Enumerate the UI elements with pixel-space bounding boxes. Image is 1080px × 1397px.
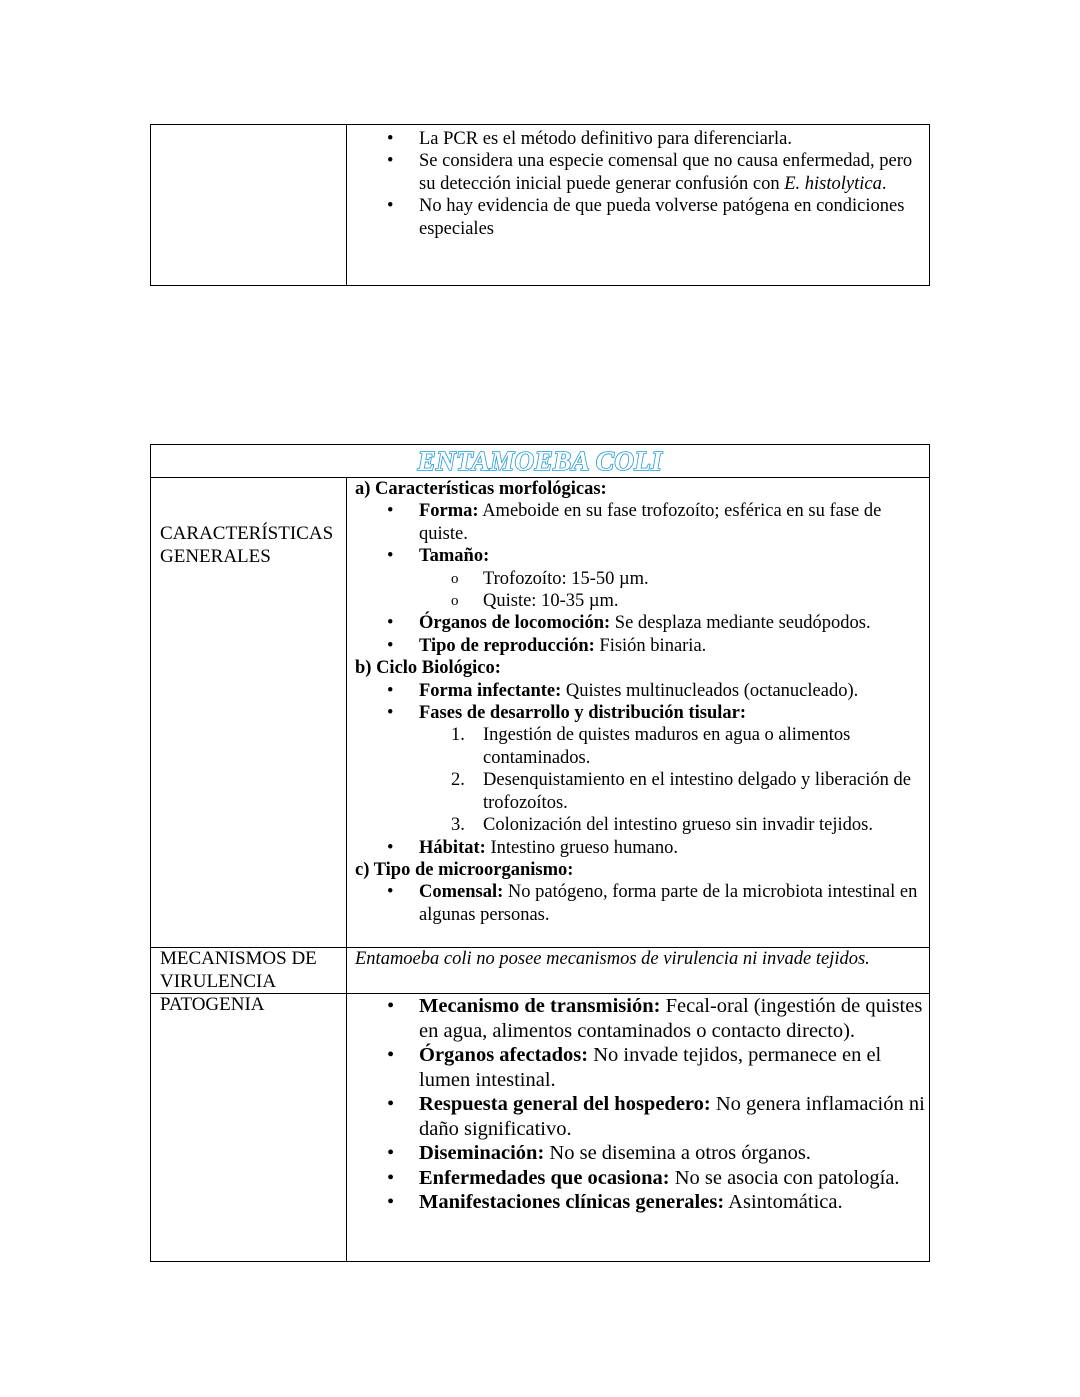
list-item: • Enfermedades que ocasiona: No se asocia con patología.: [355, 1166, 929, 1191]
list-item: • La PCR es el método definitivo para diferenciarla.: [355, 128, 929, 150]
top-table: [150, 124, 930, 286]
list-item: 2. Desenquistamiento en el intestino delgado y liberación de trofozoítos.: [451, 770, 911, 813]
list-item: • Órganos afectados: No invade tejidos, permanece en el lumen intestinal.: [355, 1043, 929, 1092]
list-item: • Tipo de reproducción: Fisión binaria.: [355, 635, 929, 657]
list-item: • Órganos de locomoción: Se desplaza mediante seudópodos.: [355, 612, 929, 634]
list-item: • Se considera una especie comensal que no causa enfermedad, pero su detección inicial puede generar confusión con E. histolytica.: [355, 150, 929, 195]
list-item: • Tamaño:: [355, 545, 929, 567]
list-item: • Forma infectante: Quistes multinucleados (octanucleado).: [355, 680, 929, 702]
row-general: [151, 477, 929, 947]
section-c-heading: c) Tipo de microorganismo:: [355, 859, 574, 880]
list-item: o Quiste: 10-35 µm.: [355, 590, 929, 612]
list-item: • Mecanismo de transmisión: Fecal-oral (ingestión de quistes en agua, alimentos contaminados o contacto directo).: [355, 994, 929, 1043]
label-general: CARACTERÍSTICAS GENERALES: [151, 478, 347, 947]
list-item: • No hay evidencia de que pueda volverse patógena en condiciones especiales: [355, 195, 929, 240]
title-row: [151, 445, 929, 477]
table-title: ENTAMOEBA COLI: [417, 446, 663, 476]
list-item: • Comensal: No patógeno, forma parte de la microbiota intestinal en algunas personas.: [355, 881, 929, 926]
section-b-heading: b) Ciclo Biológico:: [355, 658, 501, 679]
label-virulence: MECANISMOS DE VIRULENCIA: [151, 948, 347, 993]
list-item: • Diseminación: No se disemina a otros órganos.: [355, 1141, 929, 1166]
list-item: • Hábitat: Intestino grueso humano.: [355, 837, 929, 859]
label-pathogenesis: PATOGENIA: [151, 994, 347, 1261]
list-item: • Forma: Ameboide en su fase trofozoíto; esférica en su fase de quiste.: [355, 500, 929, 545]
entamoeba-coli-table: [150, 444, 930, 1262]
list-item: o Trofozoíto: 15-50 µm.: [355, 568, 929, 590]
list-item: 3. Colonización del intestino grueso sin invadir tejidos.: [451, 815, 873, 836]
row-pathogenesis: [151, 993, 929, 1261]
top-bullet-list: [355, 128, 929, 240]
top-table-left-cell: [151, 125, 347, 285]
section-a-heading: a) Características morfológicas:: [355, 479, 607, 499]
list-item: • Fases de desarrollo y distribución tisular:: [355, 702, 929, 724]
list-item: • Manifestaciones clínicas generales: Asintomática.: [355, 1190, 929, 1215]
list-item: • Respuesta general del hospedero: No genera inflamación ni daño significativo.: [355, 1092, 929, 1141]
virulence-text: Entamoeba coli no posee mecanismos de virulencia ni invade tejidos.: [355, 949, 870, 969]
list-item: 1. Ingestión de quistes maduros en agua o alimentos contaminados.: [451, 725, 851, 768]
row-virulence: [151, 947, 929, 993]
